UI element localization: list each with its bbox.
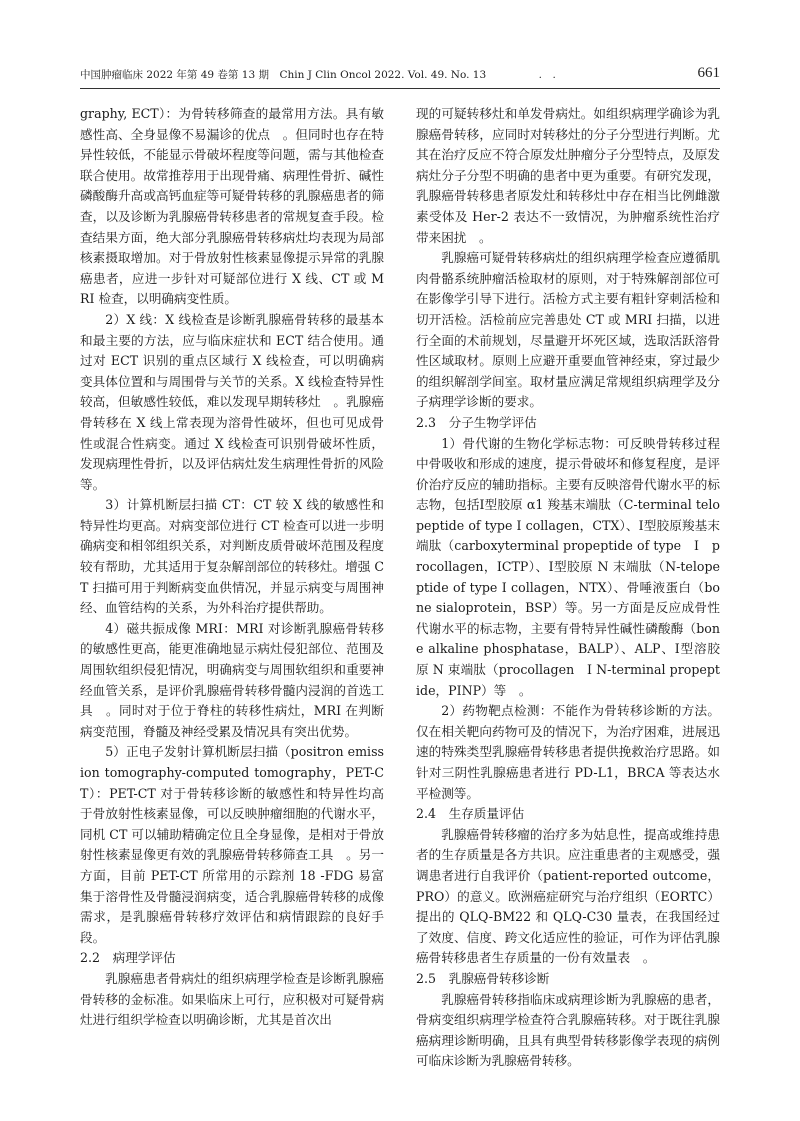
section-heading-quality-of-life: 2.4 生存质量评估 [416,806,525,822]
section-heading-diagnosis: 2.5 乳腺癌骨转移诊断 [416,970,550,986]
left-column [80,104,384,1031]
paragraph-ect: graphy, ECT）：为骨转移筛查的最常用方法。具有敏感性高、全身显像不易漏诊的优点 。但同时也存在特异性较低，不能显示骨破坏程度等问题，需与其他检查联合使用。故常推荐用于出现骨痛、病理性骨折、碱性磷酸酶升高或高钙血症等可疑骨转移的乳腺癌患者的筛查，以及诊断为乳腺癌骨转移患者的常规复查手段。检查结果方面，绝大部分乳腺癌骨转移病灶均表现为局部核素摄取增加。对于骨放射性核素显像提示异常的乳腺癌患者，应进一步针对可疑部位进行 X 线、CT 或 MRI 检查，以明确病变性质。 [80,106,384,307]
right-column [416,104,720,1072]
paragraph-mri: 4）磁共振成像 MRI：MRI 对诊断乳腺癌骨转移的敏感性更高，能更准确地显示病灶侵犯部位、范围及周围软组织侵犯情况，明确病变与周围软组织和重要神经血管关系，是评价乳腺癌骨转移骨髓内浸润的首选工具 。同时对于位于脊柱的转移性病灶，MRI 在判断病变范围，脊髓及神经受累及情况具有突出优势。 [80,620,384,739]
paragraph-drug-targets: 2）药物靶点检测：不能作为骨转移诊断的方法。仅在相关靶向药物可及的情况下，为治疗困难，进展迅速的特殊类型乳腺癌骨转移患者提供挽救治疗思路。如针对三阴性乳腺癌患者进行 PD-L1，BRCA 等表达水平检测等。 [416,703,720,801]
page-number: 661 [697,65,720,81]
paragraph-pathology-cont: 现的可疑转移灶和单发骨病灶。如组织病理学确诊为乳腺癌骨转移，应同时对转移灶的分子分型进行判断。尤其在治疗反应不符合原发灶肿瘤分子分型特点，及原发病灶分子分型不明确的患者中更为重要。有研究发现，乳腺癌骨转移患者原发灶和转移灶中存在相当比例雌激素受体及 Her-2 表达不一致情况，为肿瘤系统性治疗带来困扰 。 [416,106,720,245]
paragraph-biopsy: 乳腺癌可疑骨转移病灶的组织病理学检查应遵循肌肉骨骼系统肿瘤活检取材的原则，对于特殊解剖部位可在影像学引导下进行。活检方式主要有粗针穿刺活检和切开活检。活检前应完善患处 CT 或 MRI 扫描，以进行全面的术前规划，尽量避开坏死区域，选取活跃溶骨性区域取材。原则上应避开重要血管神经束，穿过最少的组织解剖学间室。取材量应满足常规组织病理学及分子病理学诊断的要求。 [416,250,720,410]
journal-citation: 中国肿瘤临床 2022 年第 49 卷第 13 期 Chin J Clin Oncol 2022. Vol. 49. No. 13 . . [80,69,556,81]
paragraph-diagnosis: 乳腺癌骨转移指临床或病理诊断为乳腺癌的患者，骨病变组织病理学检查符合乳腺癌转移。对于既往乳腺癌病理诊断明确，且具有典型骨转移影像学表现的病例可临床诊断为乳腺癌骨转移。 [416,991,720,1069]
section-heading-molecular: 2.3 分子生物学评估 [416,414,537,430]
paragraph-pathology-intro: 乳腺癌患者骨病灶的组织病理学检查是诊断乳腺癌骨转移的金标准。如果临床上可行，应积极对可疑骨病灶进行组织学检查以明确诊断，尤其是首次出 [80,970,384,1028]
section-heading-pathology: 2.2 病理学评估 [80,950,176,966]
paragraph-ct: 3）计算机断层扫描 CT：CT 较 X 线的敏感性和特异性均更高。对病变部位进行 CT 检查可以进一步明确病变和相邻组织关系，对判断皮质骨破坏范围及程度较有帮助，尤其适用于复杂解剖部位的转移灶。增强 CT 扫描可用于判断病变血供情况，并显示病变与周围神经、血管结构的关系，为外科治疗提供帮助。 [80,497,384,616]
running-header [80,62,720,89]
paragraph-pet-ct: 5）正电子发射计算机断层扫描（positron emission tomography-computed tomography，PET-CT）：PET-CT 对于骨转移诊断的敏感性和特异性均高于骨放射性核素显像，可以反映肿瘤细胞的代谢水平，同机 CT 可以辅助精确定位且全身显像，是相对于骨放射性核素显像更有效的乳腺癌骨转移筛查工具 。另一方面，目前 PET-CT 所常用的示踪剂 18 -FDG 易富集于溶骨性及骨髓浸润病变，适合乳腺癌骨转移的成像需求，是乳腺癌骨转移疗效评估和病情跟踪的良好手段。 [80,744,384,945]
paragraph-quality-of-life: 乳腺癌骨转移瘤的治疗多为姑息性，提高或维持患者的生存质量是各方共识。应注重患者的主观感受，强调患者进行自我评价（patient-reported outcome，PRO）的意义。欧洲癌症研究与治疗组织（EORTC）提出的 QLQ-BM22 和 QLQ-C30 量表，在我国经过了效度、信度、跨文化适应性的验证，可作为评估乳腺癌骨转移患者生存质量的一份有效量表 。 [416,826,720,966]
paragraph-xray: 2）X 线：X 线检查是诊断乳腺癌骨转移的最基本和最主要的方法，应与临床症状和 ECT 结合使用。通过对 ECT 识别的重点区域行 X 线检查，可以明确病变具体位置和与周围骨与关节的关系。X 线检查特异性较高，但敏感性较低，难以发现早期转移灶 。乳腺癌骨转移在 X 线上常表现为溶骨性破坏，但也可见成骨性或混合性病变。通过 X 线检查可识别骨破坏性质，发现病理性骨折，以及评估病灶发生病理性骨折的风险等。 [80,311,384,492]
paragraph-bone-markers: 1）骨代谢的生物化学标志物：可反映骨转移过程中骨吸收和形成的速度，提示骨破坏和修复程度，是评价治疗反应的辅助指标。主要有反映溶骨代谢水平的标志物，包括Ⅰ型胶原 α1 羧基末端肽（C-terminal telopeptide of type I collagen，CTX）、Ⅰ型胶原羧基末端肽（carboxyterminal propeptide of type Ⅰ procollagen，ICTP）、Ⅰ型胶原 N 末端肽（N-telopeptide of type I collagen，NTX）、骨唾液蛋白（bone sialoprotein，BSP）等。另一方面是反应成骨性代谢水平的标志物，主要有骨特异性碱性磷酸酶（bone alkaline phosphatase，BALP）、ALP、Ⅰ型溶胶原 N 束端肽（procollagen Ⅰ N-terminal propeptide，PINP）等 。 [416,435,720,698]
